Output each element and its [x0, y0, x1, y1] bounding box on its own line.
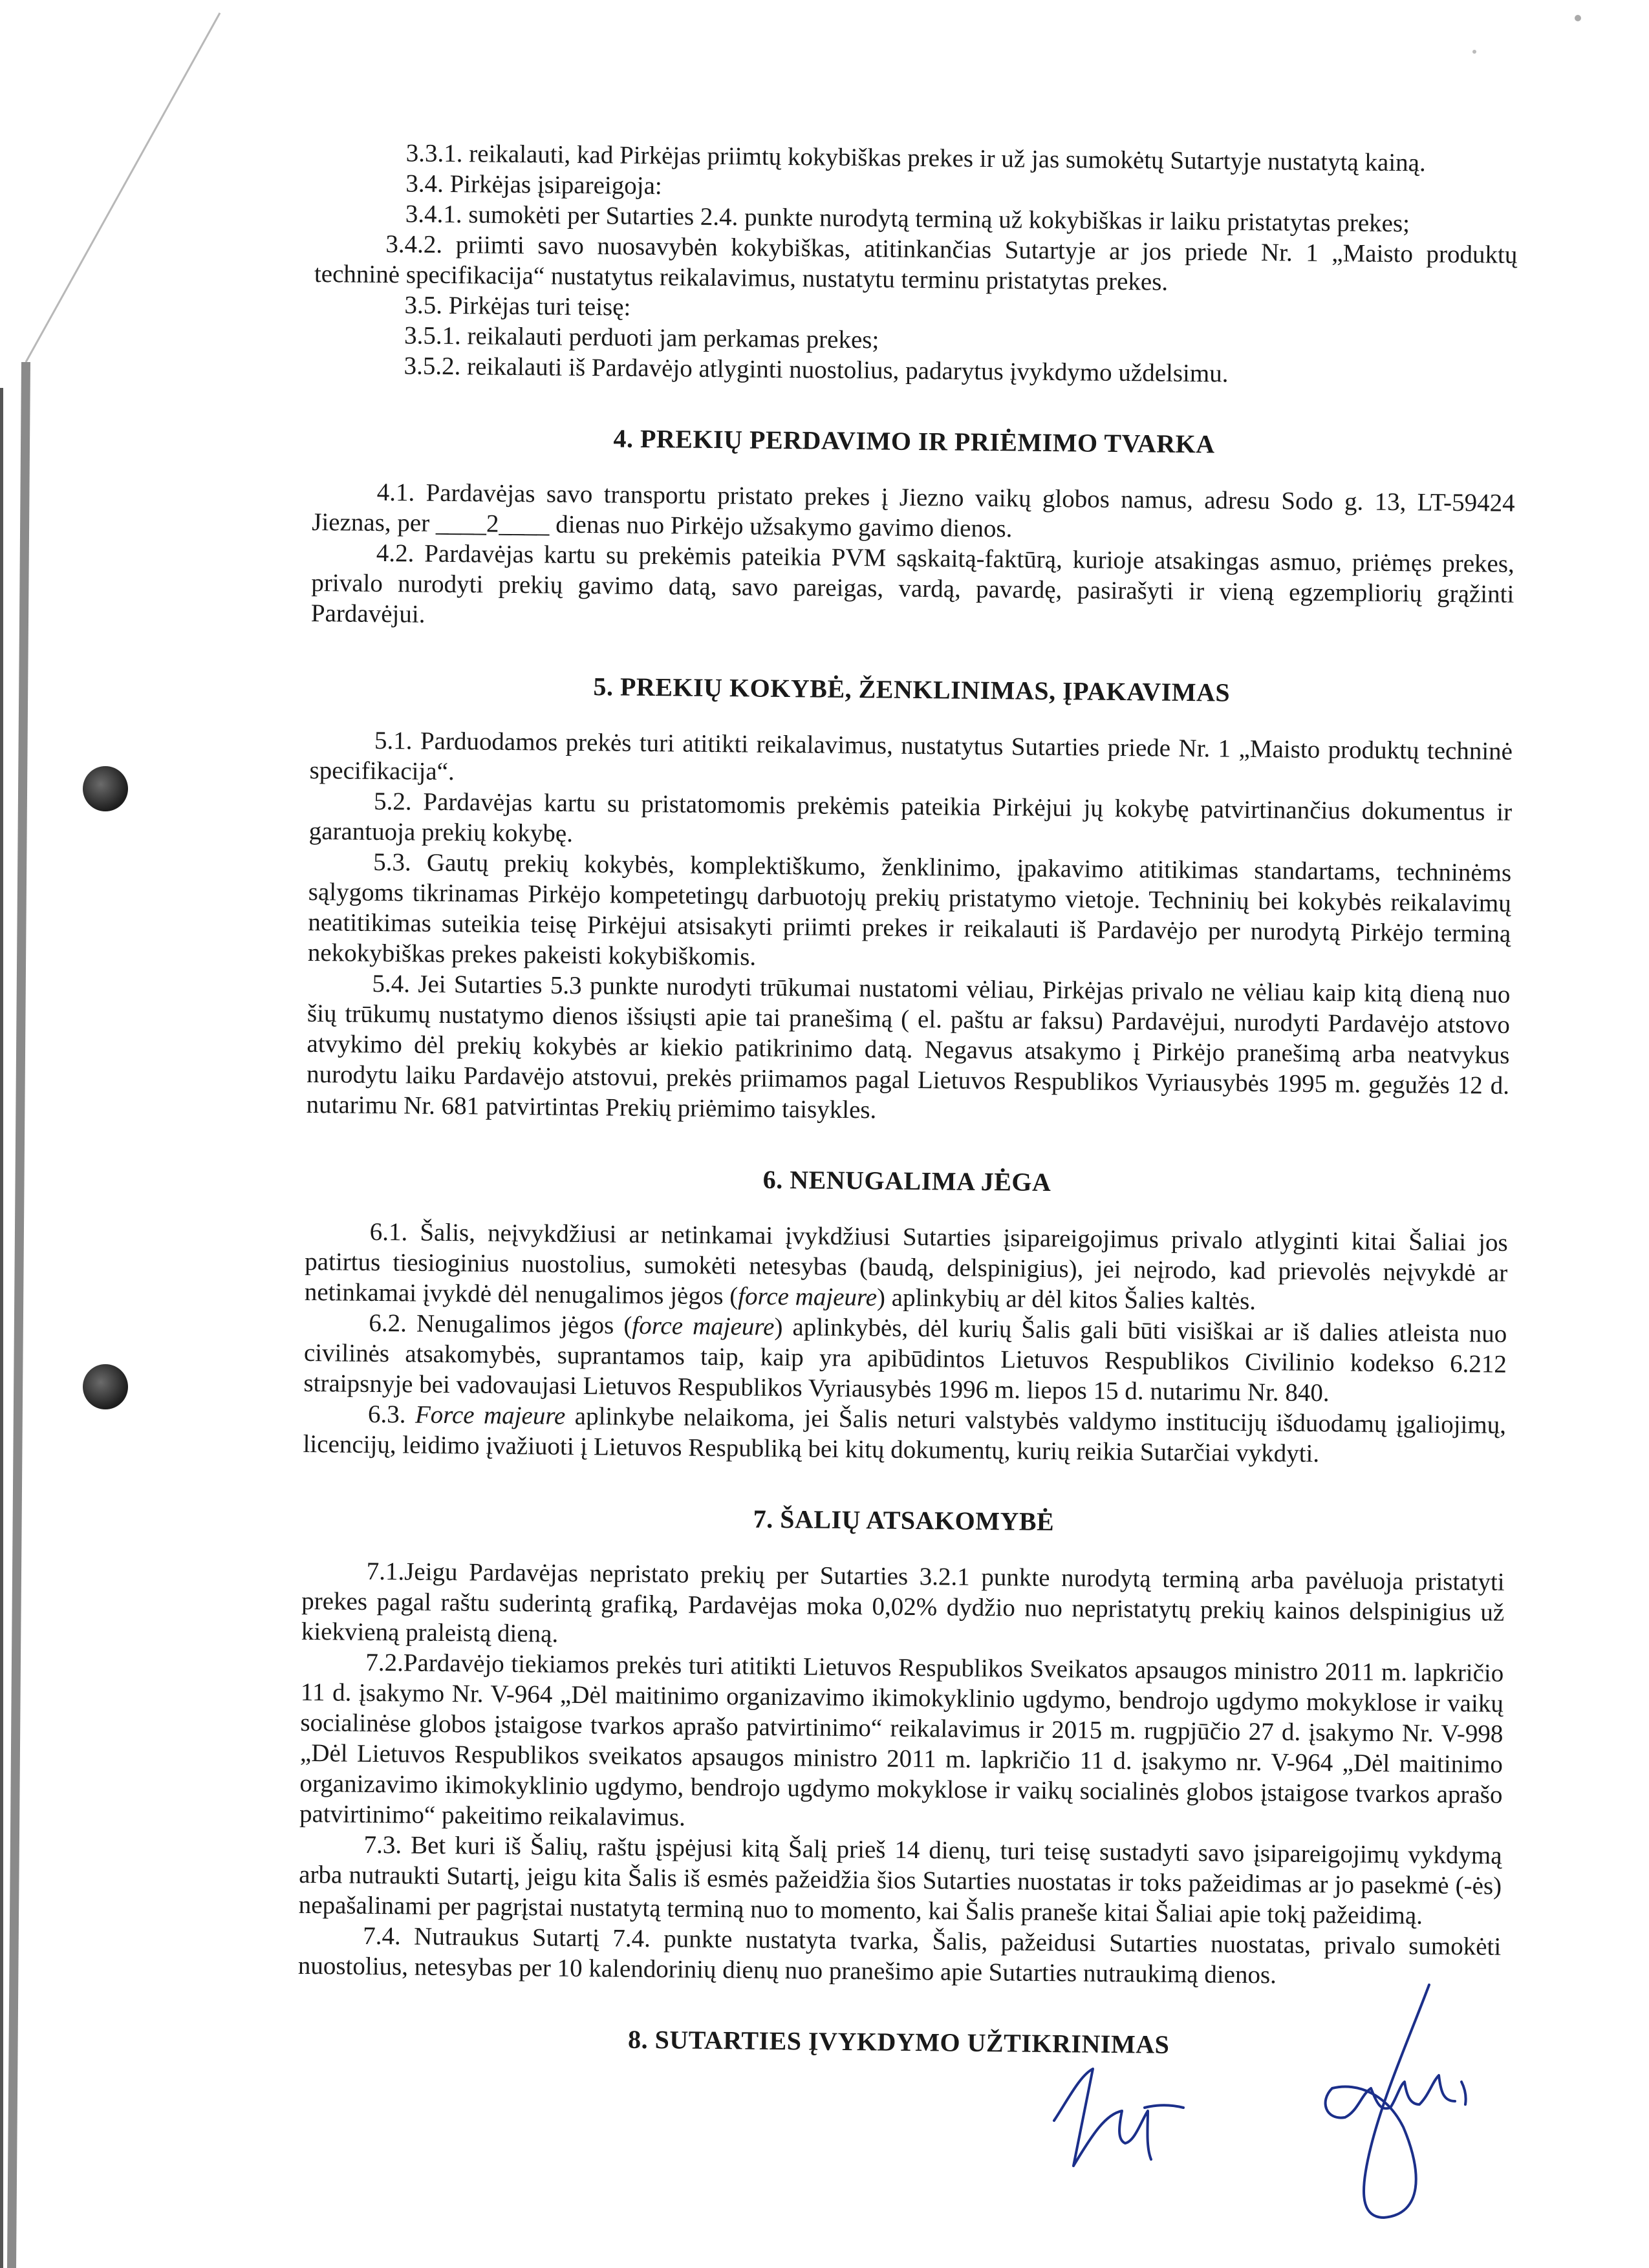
clause-6-1-text: 6.1. Šalis, neįvykdžiusi ar netinkamai įvykdžiusi Sutarties įsipareigojimus privalo atlyginti kitai Šaliai jos patirtus tiesioginius nuostolius, sumokėti netesybas (baudą, delspinigius), jei neįrodo, kad prievolės neįvykdė ar netinkamai įvykdė dėl nenugalimos jėgos ( [304, 1217, 1508, 1311]
signature-right [1326, 1985, 1466, 2218]
punch-hole-bottom [83, 1364, 128, 1409]
section-8-heading: 8. SUTARTIES ĮVYKDYMO UŽTIKRINIMAS [627, 2024, 1170, 2059]
clause-3-5-2: 3.5.2. reikalauti iš Pardavėjo atlyginti nuostolius, padarytus įvykdymo uždelsimu. [404, 352, 1229, 388]
clause-5-3: 5.3. Gautų prekių kokybės, komplektiškumo, ženklinimo, įpakavimo atitikimas standartams, techninėms sąlygoms tikrinamas Pirkėjo kompetetingų darbuotojų prekių pristatymo vietoje. Techninių bei kokybės reikalavimų neatitikimas suteikia teisę Pirkėjui atsisakyti priimti prekes ir reikalauti iš Pardavėjo per nurodytą Pirkėjo terminą nekokybiškas prekes pakeisti kokybiškomis. [307, 848, 1512, 971]
clause-3-5-1: 3.5.1. reikalauti perduoti jam perkamas prekes; [404, 321, 879, 354]
clause-5-2: 5.2. Pardavėjas kartu su pristatomomis prekėmis pateikia Pirkėjui jų kokybę patvirtinančius dokumentus ir garantuoja prekių kokybę. [308, 787, 1513, 848]
clause-7-2: 7.2.Pardavėjo tiekiamos prekės turi atitikti Lietuvos Respublikos Sveikatos apsaugos ministro 2011 m. lapkričio 11 d. įsakymo Nr. V-964 „Dėl maitinimo organizavimo ikimokyklinio ugdymo, bendrojo ugdymo mokyklose ir vaikų socialinėse globos įstaigose tvarkos aprašo patvirtinimo“ reikalavimus ir 2015 m. rugpjūčio 27 d. įsakymo Nr. V-998 „Dėl Lietuvos Respublikos sveikatos apsaugos ministro 2011 m. lapkričio 11 d. įsakymo nr. V-964 „Dėl maitinimo organizavimo ikimokyklinio ugdymo, bendrojo ugdymo mokyklose ir vaikų socialinės globos įstaigose tvarkos aprašo patvirtinimo“ pakeitimo reikalavimus. [299, 1648, 1504, 1832]
clause-6-2-end: ) aplinkybės, dėl kurių Šalis gali būti visiškai ar iš dalies atleista nuo civilinės atsakomybės, suprantamos taip, kaip yra apibūdintos Lietuvos Respublikos Civilinio kodekso 6.212 straipsnyje bei vadovaujasi Lietuvos Respublikos Vyriausybės 1996 m. liepos 15 d. nutarimu Nr. 840. [303, 1312, 1507, 1407]
clause-3-4: 3.4. Pirkėjas įsipareigoja: [405, 169, 662, 200]
clause-6-1-em: force majeure [738, 1282, 878, 1312]
clause-7-4: 7.4. Nutraukus Sutartį 7.4. punkte nustatyta tvarka, Šalis, pažeidusi Sutarties nuostatas, privalo sumokėti nuostolius, netesybas per 10 kalendorinių dienų nuo pranešimo apie Sutarties nutraukimą dienos. [297, 1921, 1502, 1989]
clause-6-1-end: ) aplinkybių ar dėl kitos Šalies kaltės. [876, 1283, 1256, 1316]
handwritten-signatures [1009, 1972, 1591, 2243]
clause-6-3-end: aplinkybe nelaikoma, jei Šalis neturi valstybės valdymo institucijų išduodamų įgaliojimų, licencijų, leidimo įvažiuoti į Lietuvos Respubliką bei kitų dokumentų, kurių reikia Sutarčiai vykdyti. [303, 1402, 1507, 1468]
section-4-heading: 4. PREKIŲ PERDAVIMO IR PRIĖMIMO TVARKA [613, 423, 1215, 459]
clause-3-3-1: 3.3.1. reikalauti, kad Pirkėjas priimtų kokybiškas prekes ir už jas sumokėtų Sutartyje nustatytą kainą. [405, 139, 1426, 177]
clause-3-4-2: 3.4.2. priimti savo nuosavybėn kokybiškas, atitinkančias Sutartyje ar jos priede Nr. 1 „Maisto produktų techninė specifikacija“ nustatytus reikalavimus, nustatytu terminu pristatytas prekes. [314, 230, 1518, 296]
document-page [297, 137, 1518, 2089]
clause-3-5: 3.5. Pirkėjas turi teisę: [404, 291, 631, 321]
signature-left [1054, 2069, 1183, 2166]
section-6-heading: 6. NENUGALIMA JĖGA [762, 1164, 1051, 1197]
clause-6-3 [303, 1398, 1506, 1471]
clause-5-4: 5.4. Jei Sutarties 5.3 punkte nurodyti trūkumai nustatomi vėliau, Pirkėjas privalo ne vėliau kaip kitą dieną nuo šių trūkumų nustatymo dienos išsiųsti apie tai pranešimą ( el. paštu ar faksu) Pardavėjui, nurodyti Pardavėjo atstovo atvykimo dėl prekių kokybės ar kiekio patikrinimo datą. Negavus atsakymo į Pirkėjo pranešimą arba neatvykus nurodytu laiku Pardavėjo atstovui, prekės priimamos pagal Lietuvos Respublikos Vyriausybės 1995 m. gegužės 12 d. nutarimu Nr. 681 patvirtintas Prekių priėmimo taisykles. [306, 969, 1511, 1124]
punch-hole-top [83, 766, 128, 811]
clause-6-2-em: force majeure [632, 1311, 775, 1341]
clause-4-1: 4.1. Pardavėjas savo transportu pristato prekes į Jiezno vaikų globos namus, adresu Sodo g. 13, LT-59424 Jieznas, per ____2____ dienas nuo Pirkėjo užsakymo gavimo dienos. [312, 478, 1515, 543]
clause-6-2-start: 6.2. Nenugalimos jėgos ( [369, 1309, 632, 1340]
section-7-heading: 7. ŠALIŲ ATSAKOMYBĖ [753, 1504, 1055, 1537]
clause-7-3: 7.3. Bet kuri iš Šalių, raštu įspėjusi kitą Šalį prieš 14 dienų, turi teisę sustadyti savo įsipareigojimų vykdymą arba nutraukti Sutartį, jeigu kita Šalis iš esmės pažeidžia šios Sutarties nuostatas ir toks pažeidimas ar jo pasekmė (-ės) nepašalinami per pagrįstai nustatytą terminą nuo to momento, kai Šalis praneše kitai Šaliai apie tokį pažeidimą. [298, 1830, 1502, 1930]
clause-6-1 [305, 1216, 1508, 1319]
clause-6-3-em: Force majeure [415, 1400, 566, 1430]
clause-6-3-start: 6.3. [367, 1400, 416, 1429]
clause-3-4-1: 3.4.1. sumokėti per Sutarties 2.4. punkte nurodytą terminą už kokybiškas ir laiku pristatytas prekes; [405, 200, 1410, 238]
section-5-heading: 5. PREKIŲ KOKYBĖ, ŽENKLINIMAS, ĮPAKAVIMAS [593, 672, 1231, 707]
clause-6-2 [303, 1307, 1507, 1410]
clause-7-1: 7.1.Jeigu Pardavėjas nepristato prekių per Sutarties 3.2.1 punkte nurodytą terminą arba pavėluoja pristatyti prekes pagal raštu suderintą grafiką, Pardavėjas moka 0,02% dydžio nuo nepristatytų prekių kainos delspinigius už kiekvieną praleistą dieną. [301, 1557, 1505, 1648]
clause-4-2: 4.2. Pardavėjas kartu su prekėmis pateikia PVM sąskaitą-faktūrą, kurioje atsakingas asmuo, priėmęs prekes, privalo nurodyti prekių gavimo datą, savo pareigas, vardą, pavardę, pasirašyti ir vieną egzempliorių grąžinti Pardavėjui. [310, 539, 1514, 628]
clause-5-1: 5.1. Parduodamos prekės turi atitikti reikalavimus, nustatytus Sutarties priede Nr. 1 „Maisto produktų techninė specifikacija“. [309, 726, 1513, 786]
